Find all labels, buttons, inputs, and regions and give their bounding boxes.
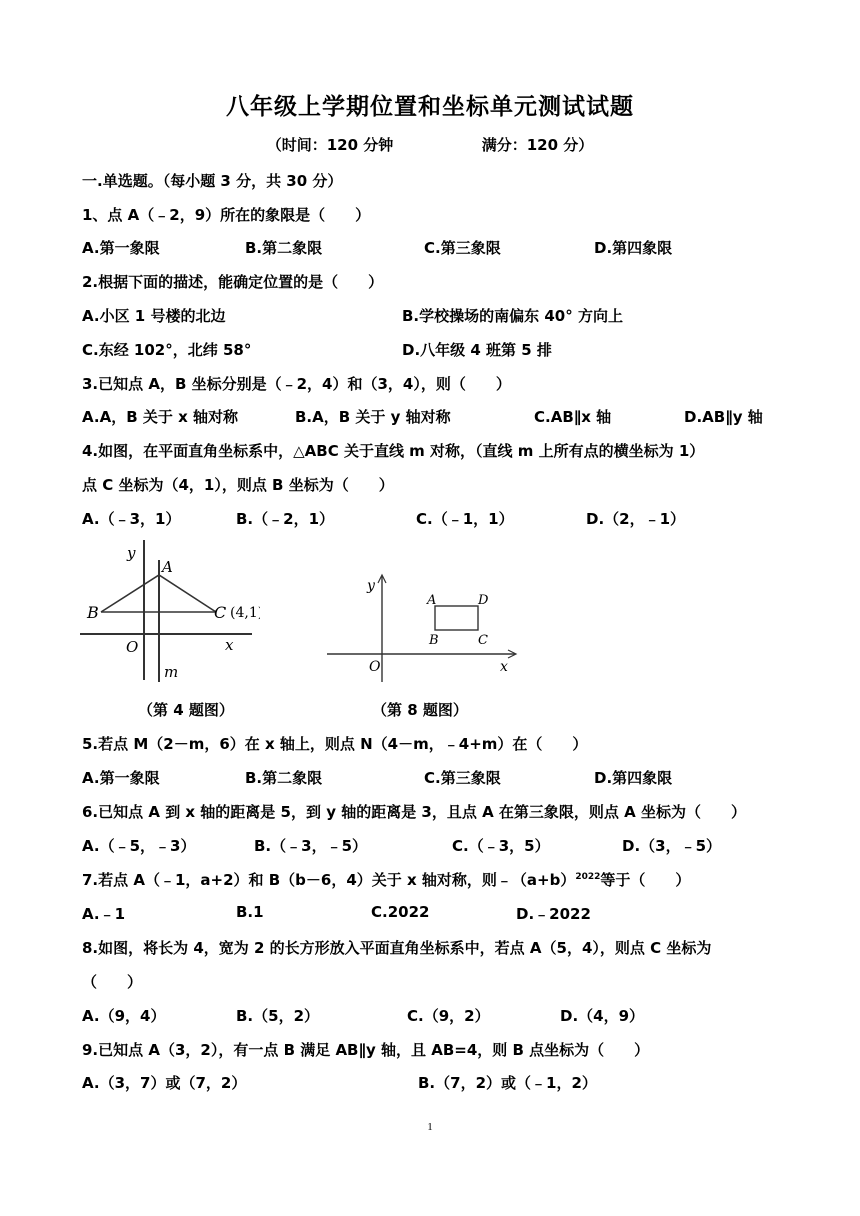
q4-option-b: B.（﹣2，1） <box>236 510 335 528</box>
q9-option-a: A.（3，7）或（7，2） <box>82 1074 247 1092</box>
q8-option-c: C.（9，2） <box>407 1007 490 1025</box>
point-a-label: A <box>427 593 437 608</box>
q5-option-a: A.第一象限 <box>82 769 160 787</box>
q2-option-b: B.学校操场的南偏东 40° 方向上 <box>402 307 623 325</box>
point-b-label: B <box>429 633 439 648</box>
question-8-stem-line1: 8.如图，将长为 4，宽为 2 的长方形放入平面直角坐标系中，若点 A（5，4），则点 C 坐标为 <box>82 939 712 957</box>
point-d-label: D <box>478 593 489 608</box>
origin-label: O <box>126 638 139 656</box>
q7-option-a: A.﹣1 <box>82 905 126 923</box>
question-8-stem-line2: （ ） <box>82 973 143 991</box>
q2-option-c: C.东经 102°，北纬 58° <box>82 341 252 359</box>
q4-option-a: A.（﹣3，1） <box>82 510 181 528</box>
q4-option-d: D.（2，﹣1） <box>586 510 686 528</box>
question-6-stem: 6.已知点 A 到 x 轴的距离是 5，到 y 轴的距离是 3，且点 A 在第三象限，则点 A 坐标为（ ） <box>82 803 746 821</box>
x-label: x <box>225 636 234 654</box>
q7-option-c: C.2022 <box>371 903 430 921</box>
q5-option-c: C.第三象限 <box>424 769 501 787</box>
q4-option-c: C.（﹣1，1） <box>416 510 514 528</box>
exam-time: （时间：120 分钟 <box>266 136 394 154</box>
q6-option-b: B.（﹣3，﹣5） <box>254 837 368 855</box>
exam-score: 满分：120 分） <box>481 136 594 154</box>
q5-option-d: D.第四象限 <box>594 769 673 787</box>
point-c-label: C <box>478 633 488 648</box>
figure-4-caption: （第 4 题图） <box>138 701 234 719</box>
figure-8-caption: （第 8 题图） <box>372 701 468 719</box>
q9-option-b: B.（7，2）或（﹣1，2） <box>418 1074 597 1092</box>
q1-option-c: C.第三象限 <box>424 239 501 257</box>
rectangle-abcd <box>435 606 478 630</box>
question-4-stem-line2: 点 C 坐标为（4，1），则点 B 坐标为（ ） <box>82 476 394 494</box>
x-label: x <box>500 659 508 675</box>
question-2-stem: 2.根据下面的描述，能确定位置的是（ ） <box>82 273 384 291</box>
question-7-stem-main: 7.若点 A（﹣1，a+2）和 B（b－6，4）关于 x 轴对称，则﹣（a+b） <box>82 871 576 889</box>
question-7-stem <box>82 869 690 890</box>
q2-option-a: A.小区 1 号楼的北边 <box>82 307 226 325</box>
q8-option-a: A.（9，4） <box>82 1007 166 1025</box>
q2-option-d: D.八年级 4 班第 5 排 <box>402 341 552 359</box>
exam-info <box>0 134 860 155</box>
question-3-stem: 3.已知点 A，B 坐标分别是（﹣2，4）和（3，4），则（ ） <box>82 375 511 393</box>
y-label: y <box>367 578 375 594</box>
q1-option-a: A.第一象限 <box>82 239 160 257</box>
point-c-coord: (4,1) <box>230 605 260 621</box>
q3-option-d: D.AB∥y 轴 <box>684 408 763 426</box>
question-5-stem: 5.若点 M（2－m，6）在 x 轴上，则点 N（4－m，﹣4+m）在（ ） <box>82 735 588 753</box>
q6-option-c: C.（﹣3，5） <box>452 837 550 855</box>
q8-option-d: D.（4，9） <box>560 1007 645 1025</box>
q1-option-d: D.第四象限 <box>594 239 673 257</box>
origin-label: O <box>369 659 381 675</box>
figure-question-4 <box>80 540 260 685</box>
question-1-stem: 1、点 A（﹣2，9）所在的象限是（ ） <box>82 206 371 224</box>
y-label: y <box>127 544 136 562</box>
point-b-label: B <box>87 603 99 622</box>
q3-option-c: C.AB∥x 轴 <box>534 408 612 426</box>
point-c-label: C <box>214 603 227 622</box>
q3-option-a: A.A，B 关于 x 轴对称 <box>82 408 238 426</box>
point-a-label: A <box>162 558 173 576</box>
question-9-stem: 9.已知点 A（3，2），有一点 B 满足 AB∥y 轴，且 AB=4，则 B 点坐标为（ ） <box>82 1041 650 1059</box>
question-7-stem-end: 等于（ ） <box>600 871 691 889</box>
section-heading: 一.单选题。（每小题 3 分，共 30 分） <box>82 172 343 190</box>
figure-question-8 <box>325 570 525 685</box>
q1-option-b: B.第二象限 <box>245 239 323 257</box>
line-m-label: m <box>164 663 179 681</box>
page-title: 八年级上学期位置和坐标单元测试试题 <box>226 94 634 120</box>
q3-option-b: B.A，B 关于 y 轴对称 <box>295 408 451 426</box>
page-number: 1 <box>427 1121 433 1133</box>
q7-option-b: B.1 <box>236 903 264 921</box>
question-4-stem-line1: 4.如图，在平面直角坐标系中，△ABC 关于直线 m 对称，（直线 m 上所有点的横坐标为 1） <box>82 442 705 460</box>
q6-option-a: A.（﹣5，﹣3） <box>82 837 196 855</box>
q8-option-b: B.（5，2） <box>236 1007 320 1025</box>
q6-option-d: D.（3，﹣5） <box>622 837 722 855</box>
q7-option-d: D.﹣2022 <box>516 905 591 923</box>
q5-option-b: B.第二象限 <box>245 769 323 787</box>
question-7-exponent: 2022 <box>575 872 601 882</box>
